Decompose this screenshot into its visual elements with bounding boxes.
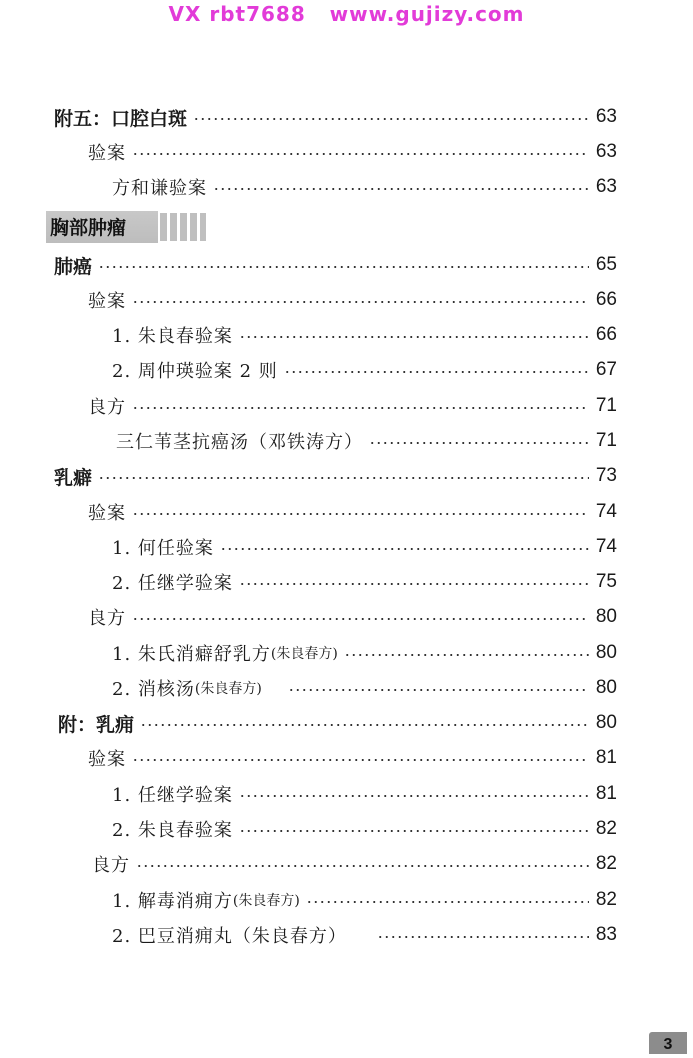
- toc-entry-level1[interactable]: [54, 102, 617, 132]
- leader-dots: [132, 617, 589, 621]
- toc-entry-level3[interactable]: [112, 567, 617, 597]
- toc-entry-title: 验案: [88, 291, 126, 312]
- toc-entry-title: 验案: [88, 503, 126, 524]
- leader-dots: [132, 758, 589, 762]
- toc-page-number: 83: [595, 924, 617, 945]
- toc-entry-title: 三仁苇茎抗癌汤（邓铁涛方）: [116, 432, 363, 453]
- leader-dots: [193, 117, 589, 121]
- toc-page-number: 82: [595, 889, 617, 910]
- toc-page-number: 71: [595, 395, 617, 416]
- toc-entry-level2[interactable]: [88, 743, 617, 773]
- section-title: 胸部肿瘤: [50, 217, 127, 239]
- decorative-grid-icon: [160, 213, 206, 241]
- toc-entry-level1[interactable]: [54, 250, 617, 280]
- toc-entry-title: 2. 周仲瑛验案 2 则: [112, 361, 278, 382]
- leader-dots: [239, 829, 589, 833]
- leader-dots: [213, 187, 589, 191]
- toc-entry-level3[interactable]: [112, 532, 617, 562]
- toc-entry-title: 良方: [88, 397, 126, 418]
- leader-dots: [136, 864, 589, 868]
- toc-entry-level2[interactable]: [92, 849, 617, 879]
- toc-entry-level2[interactable]: [88, 285, 617, 315]
- toc-page-number: 81: [595, 747, 617, 768]
- leader-dots: [377, 935, 589, 939]
- leader-dots: [98, 476, 589, 480]
- leader-dots: [284, 370, 589, 374]
- toc-page-number: 80: [595, 712, 617, 733]
- toc-entry-note: (朱良春方): [232, 893, 300, 909]
- toc-entry-level3[interactable]: [112, 355, 617, 385]
- toc-page-number: 63: [595, 141, 617, 162]
- watermark-text: VX rbt7688 www.gujizy.com: [168, 2, 525, 26]
- leader-dots: [288, 688, 589, 692]
- toc-entry-title: 2. 消核汤: [112, 679, 195, 700]
- toc-entry-title: 附：乳痈: [58, 713, 135, 736]
- leader-dots: [132, 406, 589, 410]
- toc-entry-title: 验案: [88, 143, 126, 164]
- toc-entry-level3[interactable]: [112, 673, 617, 703]
- toc-entry-title: 乳癖: [54, 466, 93, 489]
- leader-dots: [239, 335, 589, 339]
- section-banner: [46, 211, 204, 243]
- toc-entry-level2[interactable]: [88, 602, 617, 632]
- toc-entry-level3[interactable]: [112, 320, 617, 350]
- toc-entry-title: 2. 巴豆消痈丸（朱良春方）: [112, 926, 347, 947]
- leader-dots: [369, 441, 589, 445]
- toc-entry-title: 1. 朱良春验案: [112, 326, 233, 347]
- toc-page-number: 82: [595, 853, 617, 874]
- toc-entry-level1[interactable]: [58, 708, 617, 738]
- toc-entry-title: 1. 朱氏消癖舒乳方: [112, 644, 271, 665]
- toc-entry-title: 2. 朱良春验案: [112, 820, 233, 841]
- leader-dots: [98, 265, 589, 269]
- toc-entry-note: (朱良春方): [194, 681, 262, 697]
- toc-entry-level3[interactable]: [112, 172, 617, 202]
- toc-entry-level3[interactable]: [112, 885, 617, 915]
- toc-page-number: 73: [595, 465, 617, 486]
- leader-dots: [344, 653, 589, 657]
- toc-entry-title: 肺癌: [54, 255, 93, 278]
- toc-page-number: 80: [595, 642, 617, 663]
- toc-page-number: 66: [595, 324, 617, 345]
- toc-entry-level3[interactable]: [112, 638, 617, 668]
- toc-page-number: 74: [595, 501, 617, 522]
- leader-dots: [239, 582, 589, 586]
- toc-page-number: 82: [595, 818, 617, 839]
- toc-entry-title: 2. 任继学验案: [112, 573, 233, 594]
- toc-entry-note: (朱良春方): [270, 646, 338, 662]
- leader-dots: [140, 723, 589, 727]
- toc-entry-level2[interactable]: [88, 137, 617, 167]
- leader-dots: [132, 300, 589, 304]
- toc-page-number: 81: [595, 783, 617, 804]
- toc-entry-level3[interactable]: [116, 426, 617, 456]
- toc-entry-title: 良方: [88, 608, 126, 629]
- toc-entry-title: 验案: [88, 749, 126, 770]
- toc-entry-title: 1. 解毒消痈方: [112, 891, 233, 912]
- toc-page-number: 66: [595, 289, 617, 310]
- toc-page-number: 80: [595, 606, 617, 627]
- toc-page-number: 63: [595, 176, 617, 197]
- leader-dots: [306, 900, 589, 904]
- toc-entry-title: 附五：口腔白斑: [54, 107, 188, 130]
- toc-page-number: 75: [595, 571, 617, 592]
- toc-page-number: 63: [595, 106, 617, 127]
- leader-dots: [132, 152, 589, 156]
- leader-dots: [132, 512, 589, 516]
- toc-entry-title: 1. 任继学验案: [112, 785, 233, 806]
- toc-entry-level2[interactable]: [88, 497, 617, 527]
- toc-entry-title: 1. 何任验案: [112, 538, 214, 559]
- leader-dots: [239, 794, 589, 798]
- toc-page-number: 74: [595, 536, 617, 557]
- toc-entry-level2[interactable]: [88, 391, 617, 421]
- toc-entry-level3[interactable]: [112, 779, 617, 809]
- toc-entry-level3[interactable]: [112, 814, 617, 844]
- toc-page-number: 65: [595, 254, 617, 275]
- toc-entry-title: 良方: [92, 855, 130, 876]
- toc-page-number: 80: [595, 677, 617, 698]
- page-number-badge: 3: [649, 1032, 687, 1054]
- toc-entry-level1[interactable]: [54, 461, 617, 491]
- toc-page-number: 71: [595, 430, 617, 451]
- leader-dots: [220, 547, 589, 551]
- toc-page-number: 67: [595, 359, 617, 380]
- toc-entry-level3[interactable]: [112, 920, 617, 950]
- toc-entry-title: 方和谦验案: [112, 178, 207, 199]
